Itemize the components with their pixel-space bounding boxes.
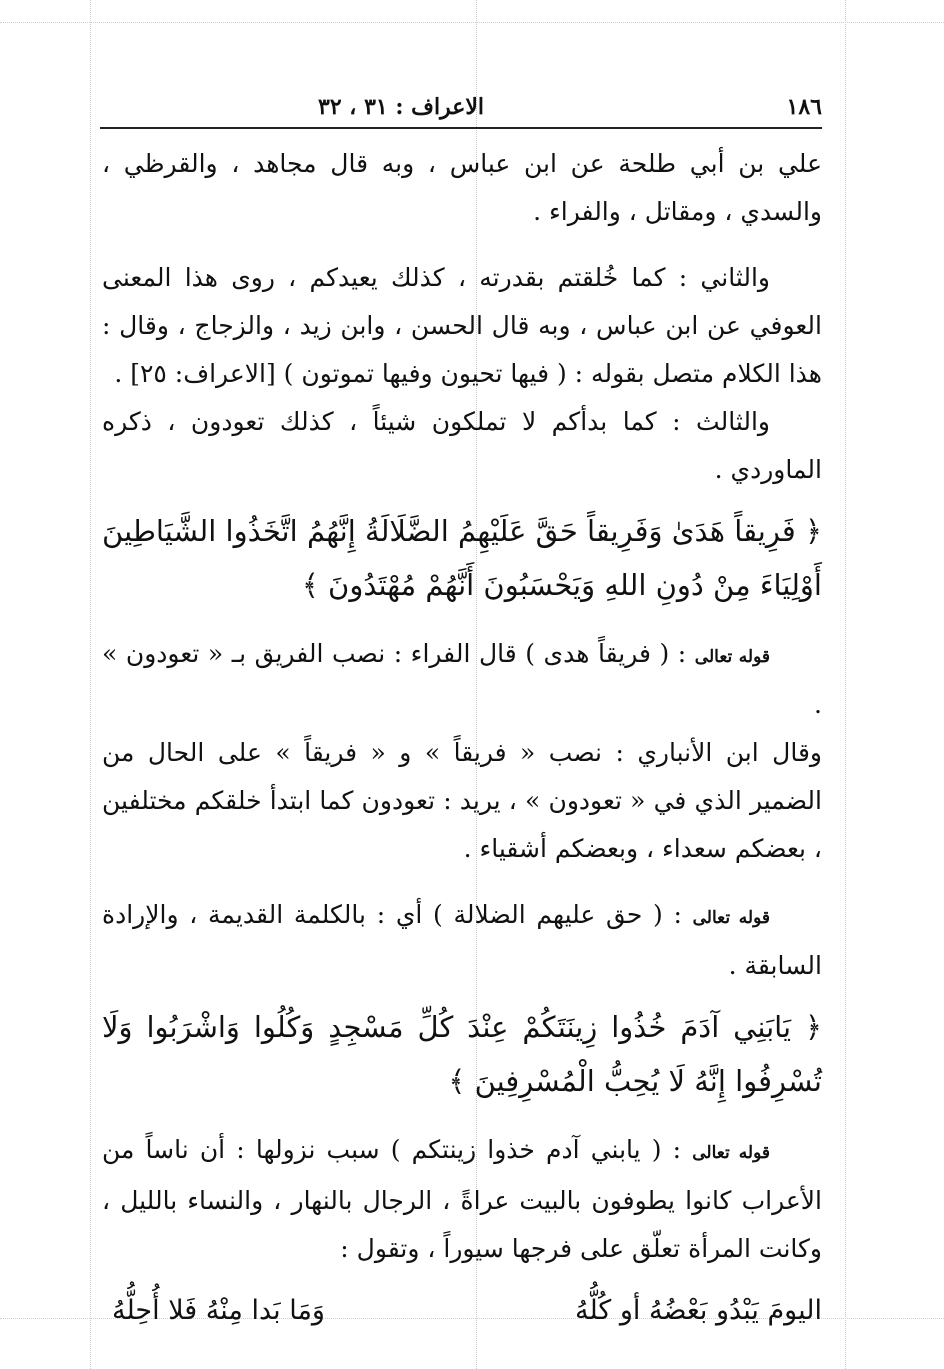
paragraph-text: والثالث : كما بدأكم لا تملكون شيئاً ، كذلك تعودون ، ذكره الماوردي .	[102, 407, 822, 484]
quran-verse: ﴿ يَابَنِي آدَمَ خُذُوا زِينَتَكُمْ عِنْدَ كُلِّ مَسْجِدٍ وَكُلُوا وَاشْرَبُوا وَلَا تُسْرِفُوا إِنَّهُ لَا يُحِبُّ الْمُسْرِفِينَ ﴾	[102, 1010, 822, 1098]
scan-guide-line	[90, 0, 91, 1369]
paragraph-text: علي بن أبي طلحة عن ابن عباس ، وبه قال مجاهد ، والقرظي ، والسدي ، ومقاتل ، والفراء .	[102, 149, 822, 226]
commentary-paragraph	[102, 1126, 822, 1273]
scan-guide-line	[0, 22, 944, 23]
commentary-text: وقال ابن الأنباري : نصب « فريقاً » و « فريقاً » على الحال من الضمير الذي في « تعودون » ، يريد : تعودون كما ابتدأ خلقكم مختلفين ، بعضكم سعداء ، وبعضكم أشقياء .	[102, 738, 822, 863]
commentary-paragraph	[102, 630, 822, 729]
paragraph	[102, 398, 822, 494]
scan-guide-line	[845, 0, 846, 1369]
commentary-lead: قوله تعالى	[694, 647, 770, 667]
poem-hemistich-second: وَمَا بَدا مِنْهُ فَلا أُحِلُّهُ	[112, 1295, 325, 1326]
quran-verse: ﴿ فَرِيقاً هَدَىٰ وَفَرِيقاً حَقَّ عَلَيْهِمُ الضَّلَالَةُ إِنَّهُمُ اتَّخَذُوا الشَّيَاطِينَ أَوْلِيَاءَ مِنْ دُونِ اللهِ وَيَحْسَبُونَ أَنَّهُمْ مُهْتَدُونَ ﴾	[102, 514, 822, 602]
commentary-text: : ( حق عليهم الضلالة ) أي : بالكلمة القديمة ، والإرادة السابقة .	[102, 900, 822, 980]
paragraph-text: والثاني : كما خُلقتم بقدرته ، كذلك يعيدكم ، روى هذا المعنى العوفي عن ابن عباس ، وبه قال الحسن ، وابن زيد ، والزجاج ، وقال : هذا الكلام متصل بقوله : ( فيها تحيون وفيها تموتون ) [الاعراف: ٢٥] .	[102, 263, 822, 388]
main-text	[102, 140, 822, 1335]
paragraph	[102, 254, 822, 398]
commentary-lead: قوله تعالى	[692, 1143, 770, 1163]
running-title: الاعراف : ٣١ ، ٣٢	[318, 94, 484, 120]
paragraph	[102, 140, 822, 236]
page-header	[100, 94, 822, 128]
poem-verse	[102, 1287, 822, 1335]
commentary-text: : ( فريقاً هدى ) قال الفراء : نصب الفريق بـ « تعودون » .	[102, 639, 822, 719]
page-number: ١٨٦	[786, 94, 822, 120]
commentary-text: : ( يابني آدم خذوا زينتكم ) سبب نزولها : أن ناساً من الأعراب كانوا يطوفون بالبيت عراةً ، الرجال بالنهار ، والنساء بالليل ، وكانت المرأة تعلّق على فرجها سيوراً ، وتقول :	[102, 1135, 822, 1263]
commentary-paragraph	[102, 729, 822, 873]
commentary-paragraph	[102, 891, 822, 990]
commentary-lead: قوله تعالى	[692, 908, 770, 928]
poem-hemistich-first: اليومَ يَبْدُو بَعْضُهُ أو كُلُّهُ	[575, 1295, 822, 1326]
header-divider	[100, 127, 822, 129]
